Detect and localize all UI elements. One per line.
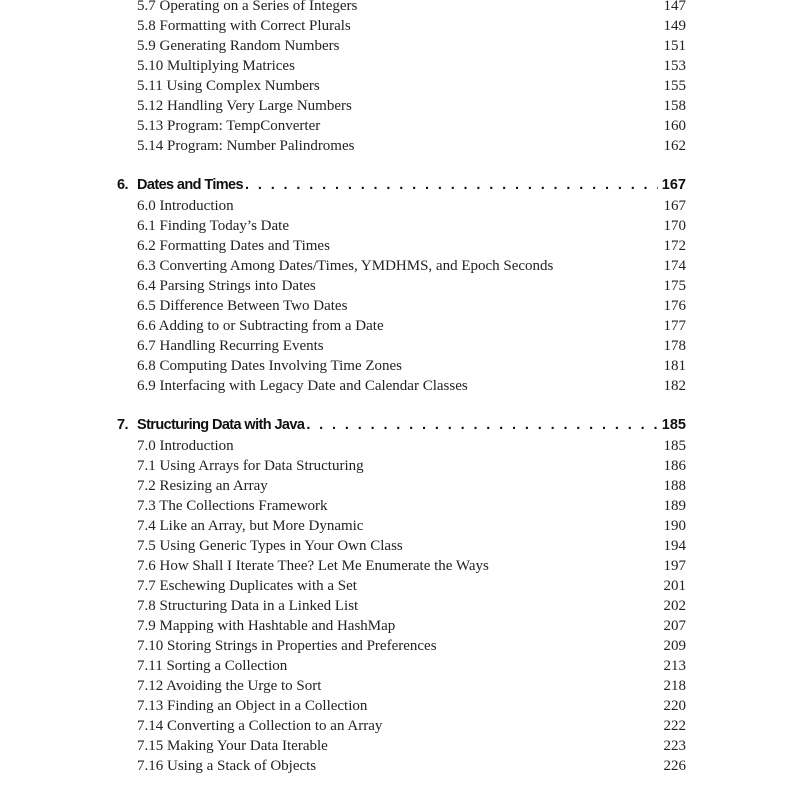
toc-entry[interactable]	[0, 736, 800, 756]
toc-entry[interactable]	[0, 276, 800, 296]
toc-entry-label: 6.9 Interfacing with Legacy Date and Calendar Classes	[137, 378, 468, 394]
toc-entry-page: 226	[663, 758, 686, 774]
toc-entry-label: 7.10 Storing Strings in Properties and Preferences	[137, 638, 437, 654]
toc-entry-page: 197	[663, 558, 686, 574]
toc-entry-label: 7.3 The Collections Framework	[137, 498, 328, 514]
chapter-title-leader	[137, 174, 658, 196]
toc-entry[interactable]	[0, 716, 800, 736]
toc-entry-label: 5.13 Program: TempConverter	[137, 118, 321, 134]
toc-entry-label: 7.0 Introduction	[137, 438, 234, 454]
toc-entry[interactable]	[0, 56, 800, 76]
toc-entry-page: 153	[663, 58, 686, 74]
toc-entry[interactable]	[0, 356, 800, 376]
toc-entry[interactable]	[0, 456, 800, 476]
toc-entry-page: 170	[663, 218, 686, 234]
chapter-title: Structuring Data with Java	[137, 417, 305, 433]
toc-entry-label: 6.1 Finding Today’s Date	[137, 218, 289, 234]
toc-entry-label: 5.7 Operating on a Series of Integers	[137, 0, 358, 14]
toc-entry[interactable]	[0, 476, 800, 496]
toc-entry-page: 174	[663, 258, 686, 274]
toc-entry-page: 189	[663, 498, 686, 514]
section-gap	[0, 156, 800, 174]
toc-entry-label: 6.4 Parsing Strings into Dates	[137, 278, 316, 294]
toc-entry[interactable]	[0, 656, 800, 676]
toc-entry-label: 5.14 Program: Number Palindromes	[137, 138, 355, 154]
toc-entry-page: 222	[663, 718, 686, 734]
toc-entry-label: 7.13 Finding an Object in a Collection	[137, 698, 368, 714]
chapter-title: Dates and Times	[137, 177, 243, 193]
toc-entry[interactable]	[0, 596, 800, 616]
toc-entry[interactable]	[0, 556, 800, 576]
toc-entry-page: 188	[663, 478, 686, 494]
chapter-title-leader	[137, 414, 658, 436]
toc-entry[interactable]	[0, 36, 800, 56]
toc-entry-label: 7.12 Avoiding the Urge to Sort	[137, 678, 322, 694]
toc-entry-label: 6.0 Introduction	[137, 198, 234, 214]
toc-entry-label: 7.11 Sorting a Collection	[137, 658, 288, 674]
toc-entry[interactable]	[0, 316, 800, 336]
chapter-page: 185	[661, 417, 686, 433]
toc-entry-page: 213	[663, 658, 686, 674]
toc-entry[interactable]	[0, 616, 800, 636]
chapter-number: 6.	[117, 177, 128, 193]
toc-entry[interactable]	[0, 376, 800, 396]
section-chapter-5-continued	[0, 0, 800, 156]
toc-entry-page: 177	[663, 318, 686, 334]
dot-leader	[306, 414, 658, 436]
dot-leader	[245, 174, 658, 196]
section-gap	[0, 396, 800, 414]
toc-entry-page: 190	[663, 518, 686, 534]
toc-entry[interactable]	[0, 16, 800, 36]
toc-entry-label: 6.6 Adding to or Subtracting from a Date	[137, 318, 384, 334]
toc-entry-label: 5.11 Using Complex Numbers	[137, 78, 320, 94]
toc-entry-label: 6.3 Converting Among Dates/Times, YMDHMS, and Epoch Seconds	[137, 258, 554, 274]
toc-entry-page: 223	[663, 738, 686, 754]
toc-entry[interactable]	[0, 436, 800, 456]
toc-entry-label: 6.7 Handling Recurring Events	[137, 338, 324, 354]
toc-entry[interactable]	[0, 256, 800, 276]
toc-entry-page: 176	[663, 298, 686, 314]
toc-entry-label: 7.7 Eschewing Duplicates with a Set	[137, 578, 357, 594]
toc-entry-page: 185	[663, 438, 686, 454]
section-chapter-6	[0, 174, 800, 396]
toc-entry[interactable]	[0, 336, 800, 356]
toc-entry[interactable]	[0, 136, 800, 156]
toc-entry-page: 151	[663, 38, 686, 54]
chapter-number: 7.	[117, 417, 128, 433]
toc-entry-label: 5.8 Formatting with Correct Plurals	[137, 18, 351, 34]
toc-entry-label: 5.10 Multiplying Matrices	[137, 58, 295, 74]
toc-entry[interactable]	[0, 636, 800, 656]
toc-entry[interactable]	[0, 296, 800, 316]
toc-entry-page: 147	[663, 0, 686, 14]
toc-entry-page: 172	[663, 238, 686, 254]
toc-entry-label: 7.4 Like an Array, but More Dynamic	[137, 518, 364, 534]
toc-entry[interactable]	[0, 576, 800, 596]
toc-entry-page: 209	[663, 638, 686, 654]
section-chapter-7	[0, 414, 800, 776]
toc-entry-page: 220	[663, 698, 686, 714]
toc-entry-label: 5.12 Handling Very Large Numbers	[137, 98, 352, 114]
toc-entry-label: 7.14 Converting a Collection to an Array	[137, 718, 383, 734]
toc-entry-page: 155	[663, 78, 686, 94]
toc-entry-label: 7.15 Making Your Data Iterable	[137, 738, 328, 754]
toc-entry-page: 158	[663, 98, 686, 114]
toc-entry[interactable]	[0, 76, 800, 96]
toc-entry[interactable]	[0, 536, 800, 556]
toc-entry-page: 182	[663, 378, 686, 394]
toc-entry-page: 207	[663, 618, 686, 634]
toc-entry[interactable]	[0, 236, 800, 256]
toc-entry-label: 7.5 Using Generic Types in Your Own Class	[137, 538, 403, 554]
toc-entry-label: 7.2 Resizing an Array	[137, 478, 268, 494]
chapter-heading[interactable]	[0, 414, 800, 436]
toc-entry[interactable]	[0, 696, 800, 716]
toc-entry-page: 160	[663, 118, 686, 134]
toc-entry-page: 194	[663, 538, 686, 554]
chapter-page: 167	[661, 177, 686, 193]
toc-entry-label: 7.9 Mapping with Hashtable and HashMap	[137, 618, 396, 634]
toc-entry-page: 201	[663, 578, 686, 594]
toc-entry[interactable]	[0, 516, 800, 536]
toc-entry-label: 7.8 Structuring Data in a Linked List	[137, 598, 359, 614]
toc-entry-page: 178	[663, 338, 686, 354]
chapter-heading[interactable]	[0, 174, 800, 196]
toc-entry-page: 202	[663, 598, 686, 614]
toc-entry-page: 181	[663, 358, 686, 374]
toc-entry[interactable]	[0, 0, 800, 16]
toc-entry[interactable]	[0, 96, 800, 116]
toc-entry[interactable]	[0, 196, 800, 216]
toc-entry-page: 162	[663, 138, 686, 154]
toc-entry-label: 6.5 Difference Between Two Dates	[137, 298, 348, 314]
toc-entry-label: 6.2 Formatting Dates and Times	[137, 238, 330, 254]
toc-entry[interactable]	[0, 216, 800, 236]
toc-entry-page: 186	[663, 458, 686, 474]
toc-entry-label: 7.6 How Shall I Iterate Thee? Let Me Enumerate the Ways	[137, 558, 489, 574]
toc-entry[interactable]	[0, 116, 800, 136]
toc-entry[interactable]	[0, 496, 800, 516]
toc-entry-page: 167	[663, 198, 686, 214]
toc-entry-label: 7.16 Using a Stack of Objects	[137, 758, 317, 774]
toc-entry-page: 218	[663, 678, 686, 694]
toc-entry[interactable]	[0, 676, 800, 696]
toc-entry-label: 6.8 Computing Dates Involving Time Zones	[137, 358, 403, 374]
toc-entry-page: 149	[663, 18, 686, 34]
toc-entry-label: 7.1 Using Arrays for Data Structuring	[137, 458, 364, 474]
toc-entry-page: 175	[663, 278, 686, 294]
toc-entry-label: 5.9 Generating Random Numbers	[137, 38, 340, 54]
toc-entry[interactable]	[0, 756, 800, 776]
